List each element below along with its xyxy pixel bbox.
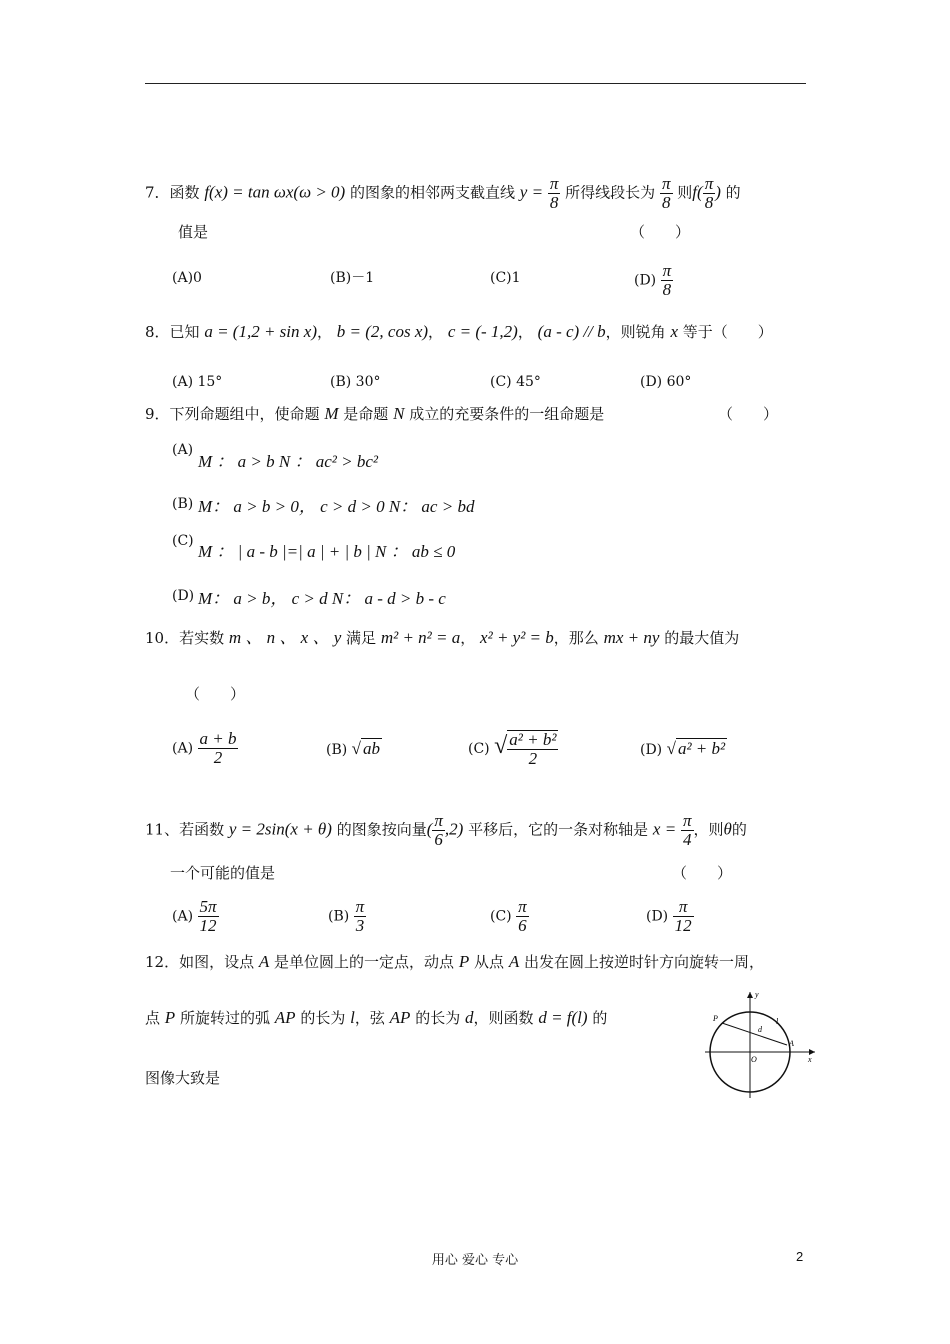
q8-sep3: ， <box>517 323 533 341</box>
fig-label-y: y <box>755 990 759 999</box>
q8-vector-a: a = (1,2 + sin x) <box>204 322 317 341</box>
q11-option-b <box>328 898 366 935</box>
q12-l: l <box>350 1008 355 1027</box>
q12-line1 <box>145 952 764 972</box>
q8-text: ，则锐角 <box>605 323 666 341</box>
q7-f-close: ) <box>715 182 721 202</box>
q9-option-a-label: (A) <box>172 442 194 458</box>
q11-answer-paren: （ ） <box>672 864 733 882</box>
q9-option-c: M ： | a - b |=| a | + | b | N ： ab ≤ 0 <box>198 542 456 561</box>
q10-prefix: 10．若实数 <box>145 629 225 647</box>
q12-l1-b: 是单位圆上的一定点，动点 <box>274 953 455 971</box>
y-axis-arrow-icon <box>747 992 753 998</box>
q10-option-a-fraction: $\frac{a + b}{2}$ <box>199 729 237 767</box>
q7-f-open: f( <box>692 182 703 202</box>
q7-prefix: 7．函数 <box>145 183 200 202</box>
q12-l2-b: 所旋转过的弧 <box>179 1009 270 1027</box>
q12-P: P <box>458 952 470 971</box>
q11-option-d <box>646 898 694 935</box>
q7-then: 则 <box>677 183 693 202</box>
q12-A: A <box>258 952 270 971</box>
q9-option-b: M： a > b > 0， c > d > 0 N： ac > bd <box>198 497 475 516</box>
q12-l2-e: 的长为 <box>415 1009 461 1027</box>
q7-option-a: (A)0 <box>172 270 202 286</box>
q11-text2: 平移后，它的一条对称轴是 <box>468 820 649 839</box>
q11-option-a <box>172 898 219 935</box>
q11-vec-close: ,2) <box>444 819 464 839</box>
fig-label-A: A <box>789 1039 794 1048</box>
q7-end: 的 <box>725 183 741 202</box>
q9-N: N <box>393 404 405 423</box>
header-rule <box>145 83 806 84</box>
q8-option-d: (D) 60° <box>640 374 692 390</box>
q9-option-a: M ： a > b N ： ac² > bc² <box>198 452 378 471</box>
q12-l1-d: 出发在圆上按逆时针方向旋转一周， <box>523 953 764 971</box>
q10-stem <box>145 628 739 648</box>
q10-option-b-radicand: ab <box>363 739 381 758</box>
q8-option-c: (C) 45° <box>490 374 541 390</box>
q10-option-d-radicand: a² + b² <box>677 739 726 758</box>
page-number: 2 <box>796 1249 804 1264</box>
q11-theta: θ <box>723 819 732 839</box>
q8-stem <box>145 322 773 342</box>
q10-option-a-label: (A) <box>172 740 194 757</box>
fig-label-l: l <box>776 1017 779 1026</box>
q8-sep1: ， <box>316 323 332 341</box>
q10-expr: mx + ny <box>603 628 660 647</box>
q12-l1-a: 12．如图，设点 <box>145 953 255 971</box>
q7-text: 的图象的相邻两支截直线 <box>350 183 516 202</box>
q8-sep2: ， <box>428 323 444 341</box>
q7-option-d-fraction: $\frac{\pi}{8}$ <box>662 261 672 299</box>
q7-option-b: (B)－1 <box>330 270 375 286</box>
q9-M: M <box>324 404 339 423</box>
q7-fraction-length: $\frac{\pi}{8}$ <box>661 174 671 212</box>
unit-circle-figure <box>700 990 820 1100</box>
q7-option-d <box>634 262 673 299</box>
q10-option-b: (B) √ ab <box>326 739 381 758</box>
q7-function: f(x) = tan ωx(ω > 0) <box>204 182 346 202</box>
q7-cont: 值是 <box>178 223 209 241</box>
q11-option-b-label: (B) <box>328 908 350 925</box>
q8-x: x <box>670 322 678 341</box>
q10-vars: m 、 n 、 x 、 y <box>228 628 342 647</box>
q11-option-d-label: (D) <box>646 908 669 925</box>
q11-option-b-fraction: $\frac{\pi}{3}$ <box>355 897 365 935</box>
q7-text2: 所得线段长为 <box>565 183 656 202</box>
q7-y-equals: y = <box>519 182 544 202</box>
q10-option-b-label: (B) <box>326 742 348 758</box>
q11-function: y = 2sin(x + θ) <box>228 819 332 839</box>
q11-option-c-fraction: $\frac{\pi}{6}$ <box>518 897 527 935</box>
q11-vector-fraction: $\frac{\pi}{6}$ <box>434 811 443 849</box>
q10-option-d-label: (D) <box>640 742 663 758</box>
q10-text2: ，那么 <box>553 629 599 647</box>
q12-P2: P <box>164 1008 176 1027</box>
chord-ap <box>722 1023 787 1045</box>
q12-arc: AP <box>274 1008 296 1027</box>
q8-vector-c: c = (- 1,2) <box>447 322 518 341</box>
fig-label-x: x <box>808 1055 812 1064</box>
q10-option-c-label: (C) <box>468 741 490 757</box>
q9-prefix: 9．下列命题组中，使命题 <box>145 405 320 423</box>
q11-axis-fraction: $\frac{\pi}{4}$ <box>682 811 692 849</box>
q9-option-c-label: (C) <box>172 533 194 549</box>
q11-option-a-fraction: $\frac{5\pi}{12}$ <box>199 897 217 935</box>
q12-l2-d: ，弦 <box>354 1009 385 1027</box>
q7-stem <box>145 175 741 212</box>
page-footer: 用心 爱心 专心 <box>431 1253 519 1268</box>
q11-option-c <box>490 898 529 935</box>
q11-prefix: 11、若函数 <box>145 820 225 839</box>
q10-option-d: (D) √ a² + b² <box>640 739 726 758</box>
q9-answer-paren: （ ） <box>718 405 779 423</box>
q11-text3: ，则 <box>693 820 724 839</box>
q10-option-a <box>172 730 238 767</box>
q12-A2: A <box>508 952 520 971</box>
q12-l2-g: 的 <box>592 1009 608 1027</box>
q7-fraction-arg: $\frac{\pi}{8}$ <box>704 174 714 212</box>
q10-cond1: m² + n² = a <box>380 628 461 647</box>
q9-end: 成立的充要条件的一组命题是 <box>409 405 605 423</box>
q11-text: 的图象按向量 <box>336 820 427 839</box>
q8-option-b: (B) 30° <box>330 374 381 390</box>
q12-chord: AP <box>389 1008 411 1027</box>
fig-label-O: O <box>751 1055 757 1064</box>
q8-vector-b: b = (2, cos x) <box>336 322 429 341</box>
q11-stem <box>145 812 747 849</box>
q8-condition: (a - c) // b <box>537 322 606 341</box>
q11-x-equals: x = <box>652 819 677 839</box>
q9-option-d: M： a > b， c > d N： a - d > b - c <box>198 589 446 608</box>
q9-stem <box>145 404 604 424</box>
q10-text: 满足 <box>346 629 377 647</box>
q10-answer-paren: （ ） <box>185 685 246 703</box>
fig-label-d: d <box>758 1025 762 1034</box>
q7-option-c: (C)1 <box>490 270 521 286</box>
q10-option-c: (C) √ $\frac{\text{a² + b²}}{2}$ <box>468 730 557 768</box>
q12-line2 <box>145 1008 607 1028</box>
q11-option-d-fraction: $\frac{\pi}{12}$ <box>674 897 692 935</box>
q12-d: d <box>465 1008 474 1027</box>
q12-l2-a: 点 <box>145 1009 161 1027</box>
q12-l1-c: 从点 <box>474 953 505 971</box>
q11-cont: 一个可能的值是 <box>170 864 276 882</box>
q11-option-c-label: (C) <box>490 908 512 925</box>
q12-l2-c: 的长为 <box>300 1009 346 1027</box>
q12-l2-f: ，则函数 <box>473 1009 534 1027</box>
q9-option-b-label: (B) <box>172 496 194 512</box>
q7-option-d-label: (D) <box>634 272 657 289</box>
q12-line3: 图像大致是 <box>145 1069 221 1087</box>
q8-option-a: (A) 15° <box>172 374 223 390</box>
fig-label-P: P <box>713 1014 718 1023</box>
q10-cond2: x² + y² = b <box>480 628 554 647</box>
q11-vec-open: ( <box>426 819 433 839</box>
q10-option-c-fraction: $\frac{\text{a² + b²}}{2}$ <box>509 730 557 768</box>
q11-end: 的 <box>731 820 747 839</box>
q10-sep: ， <box>460 629 476 647</box>
q10-end: 的最大值为 <box>664 629 740 647</box>
q9-text: 是命题 <box>343 405 389 423</box>
q12-function: d = f(l) <box>538 1008 588 1027</box>
q7-answer-paren: （ ） <box>630 223 691 241</box>
q9-option-d-label: (D) <box>172 588 195 604</box>
q8-end: 等于（ ） <box>682 323 773 341</box>
q7-fraction-line: $\frac{\pi}{8}$ <box>549 174 559 212</box>
q11-option-a-label: (A) <box>172 908 194 925</box>
q8-prefix: 8．已知 <box>145 323 200 341</box>
